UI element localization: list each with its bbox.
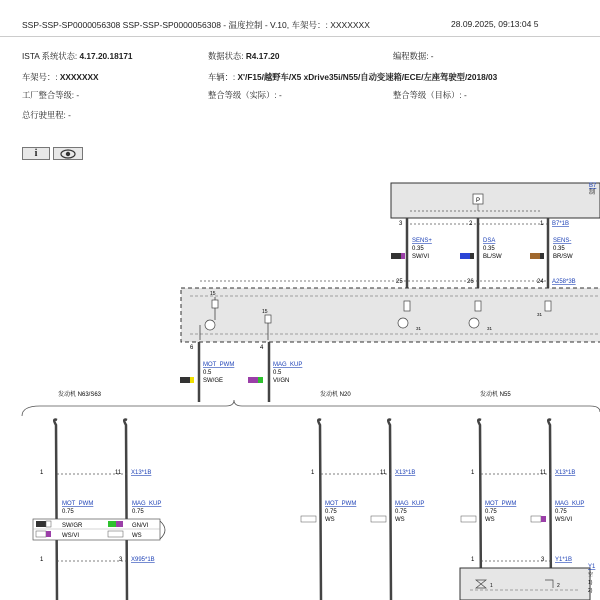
module-pin-26: 26 <box>467 279 474 285</box>
x13-pin11-c: 11 <box>540 470 547 476</box>
x13-link-c[interactable]: X13*1B <box>555 470 576 476</box>
e3-color-2: WS/VI <box>555 517 573 523</box>
signal-sens-minus[interactable]: SENS- <box>553 238 572 244</box>
transistor-right-2 <box>469 318 479 328</box>
gauge-mag-kup: 0.5 <box>273 370 282 376</box>
e1-color-1: SW/GR <box>62 523 83 529</box>
signal-dsa[interactable]: DSA <box>483 238 496 244</box>
e3-mag-kup[interactable]: MAG_KUP <box>555 501 585 507</box>
component-ref-link[interactable]: B7 <box>589 183 597 189</box>
factory-level: 工厂整合等级: - <box>22 90 80 100</box>
y1-side-ref[interactable]: Y1 <box>588 564 596 570</box>
gauge-sens-plus: 0.35 <box>412 246 424 252</box>
transistor-right-1 <box>398 318 408 328</box>
x13-pin1-c: 1 <box>471 470 475 476</box>
top-pin-2: 2 <box>469 221 473 227</box>
data-status: 数据状态: R4.17.20 <box>208 51 280 61</box>
engine-label-n20: 发动机 N20 <box>320 392 351 398</box>
e2-color-1: WS <box>325 517 335 523</box>
gauge-sens-minus: 0.35 <box>553 246 565 252</box>
e2-gauge-2: 0.75 <box>395 509 407 515</box>
color-sens-plus: SW/VI <box>412 254 430 260</box>
swatch-mag-kup-b <box>258 377 263 383</box>
swatch-sens-plus-a <box>391 253 401 259</box>
int-15b: 15 <box>262 309 268 315</box>
top-connector-link[interactable]: B7*1B <box>552 221 570 227</box>
x995-pin-1: 1 <box>40 557 44 563</box>
gauge-mot-pwm: 0.5 <box>203 370 212 376</box>
vehicle: 车辆：: X'/F15/越野车/X5 xDrive35i/N55/自动变速箱/ECE/左座驾驶型/2018/03 <box>208 72 498 82</box>
e2-color-2: WS <box>395 517 405 523</box>
swatch-dsa-b <box>470 253 474 259</box>
swatch-mag-kup-a <box>248 377 258 383</box>
e1-mot-pwm[interactable]: MOT_PWM <box>62 501 94 507</box>
swatch-sens-minus-b <box>540 253 544 259</box>
e2-mag-kup[interactable]: MAG_KUP <box>395 501 425 507</box>
valve-pin-1: 1 <box>490 583 493 589</box>
color-sens-minus: BR/SW <box>553 254 573 260</box>
color-mag-kup: VI/GN <box>273 378 290 384</box>
y1-side-l3: 2) <box>588 588 593 594</box>
e1-mag-kup[interactable]: MAG_KUP <box>132 501 162 507</box>
module-connector-link[interactable]: A258*3B <box>552 279 576 285</box>
color-mot-pwm: SW/GE <box>203 378 224 384</box>
module-pin-24: 24 <box>537 279 544 285</box>
x13-link-b[interactable]: X13*1B <box>395 470 416 476</box>
ista-status: ISTA 系统状态: 4.17.20.18171 <box>22 51 133 61</box>
signal-mag-kup[interactable]: MAG_KUP <box>273 362 303 368</box>
sensor-component <box>391 183 600 218</box>
e1-color-4: WS <box>132 533 142 539</box>
e1-color-2: GN/VI <box>132 523 149 529</box>
x995-link[interactable]: X995*1B <box>131 557 155 563</box>
top-pin-3: 3 <box>399 221 403 227</box>
e2-mot-pwm[interactable]: MOT_PWM <box>325 501 357 507</box>
y1-pin-3: 3 <box>541 557 545 563</box>
e3-color-1: WS <box>485 517 495 523</box>
signal-sens-plus[interactable]: SENS+ <box>412 238 432 244</box>
info-icon: i <box>34 148 38 159</box>
int-31c: 31 <box>537 312 543 317</box>
y1-link[interactable]: Y1*1B <box>555 557 573 563</box>
component-ref-note: 制 <box>589 190 596 196</box>
engine-label-n55: 发动机 N55 <box>480 392 511 398</box>
x13-pin1-a: 1 <box>40 470 44 476</box>
x13-pin11-b: 11 <box>380 470 387 476</box>
e3-gauge-1: 0.75 <box>485 509 497 515</box>
document-title: SSP-SSP-SP0000056308 SSP-SSP-SP0000056308 - 温度控制 - V.10, 车架号：: XXXXXXX <box>22 20 370 30</box>
int-15a: 15 <box>210 291 216 297</box>
module-pin-25: 25 <box>396 279 403 285</box>
engine-variant-brace <box>22 400 600 416</box>
valve-component <box>460 568 590 600</box>
swatch-dsa-a <box>460 253 470 259</box>
y1-side-l1: 空 <box>588 572 594 578</box>
top-pin-1: 1 <box>540 221 544 227</box>
x13-pin1-b: 1 <box>311 470 315 476</box>
vin: 车架号：: XXXXXXX <box>22 72 99 82</box>
x995-pin-3: 3 <box>119 557 123 563</box>
x13-link-a[interactable]: X13*1B <box>131 470 152 476</box>
color-dsa: BL/SW <box>483 254 502 260</box>
signal-mot-pwm[interactable]: MOT_PWM <box>203 362 235 368</box>
valve-pin-2: 2 <box>557 583 560 589</box>
mileage: 总行驶里程: - <box>22 110 71 120</box>
e3-mot-pwm[interactable]: MOT_PWM <box>485 501 517 507</box>
x13-pin11-a: 11 <box>115 470 122 476</box>
int-31a: 31 <box>416 326 422 331</box>
e1-gauge-1: 0.75 <box>62 509 74 515</box>
e2-gauge-1: 0.75 <box>325 509 337 515</box>
swatch-sens-plus-b <box>401 253 405 259</box>
gauge-dsa: 0.35 <box>483 246 495 252</box>
swatch-mot-pwm-b <box>190 377 194 383</box>
swatch-sens-minus-a <box>530 253 540 259</box>
engine-label-n63: 发动机 N63/S63 <box>58 392 102 398</box>
y1-pin-1: 1 <box>471 557 475 563</box>
e1-color-3: WS/VI <box>62 533 80 539</box>
transistor-left <box>205 320 215 330</box>
level-actual: 整合等级（实际）: - <box>208 90 282 100</box>
timestamp: 28.09.2025, 09:13:04 5 <box>451 19 539 29</box>
y1-side-l2: 1) <box>588 580 593 586</box>
level-target: 整合等级（目标）: - <box>393 90 467 100</box>
int-31b: 31 <box>487 326 493 331</box>
left-pin-4: 4 <box>260 345 264 351</box>
coding-data: 编程数据: - <box>393 51 434 61</box>
e3-gauge-2: 0.75 <box>555 509 567 515</box>
e1-gauge-2: 0.75 <box>132 509 144 515</box>
left-pin-6: 6 <box>190 345 194 351</box>
swatch-mot-pwm-a <box>180 377 190 383</box>
sensor-symbol-label: P <box>475 198 481 204</box>
